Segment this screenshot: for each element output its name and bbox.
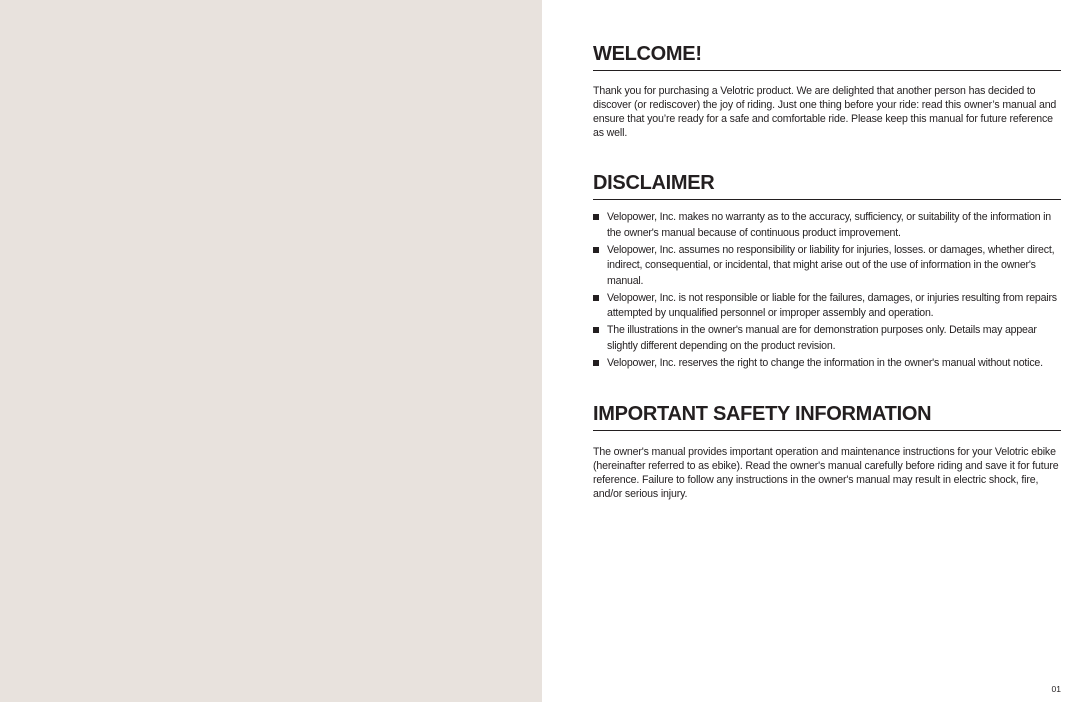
disclaimer-item [593,210,1063,241]
disclaimer-item-text: The illustrations in the owner's manual are for demonstration purposes only. Details may appear slightly different depending on the product revision. [607,324,1037,352]
square-bullet-icon [593,327,599,333]
disclaimer-item [593,323,1063,354]
disclaimer-item [593,356,1063,372]
manual-page [593,0,1061,702]
disclaimer-heading: DISCLAIMER [593,171,1061,200]
disclaimer-item-text: Velopower, Inc. reserves the right to change the information in the owner's manual without notice. [607,356,1043,369]
page-number: 01 [1051,684,1061,694]
square-bullet-icon [593,360,599,366]
square-bullet-icon [593,214,599,220]
square-bullet-icon [593,247,599,253]
safety-heading: IMPORTANT SAFETY INFORMATION [593,402,1061,431]
disclaimer-item [593,291,1063,322]
disclaimer-item-text: Velopower, Inc. assumes no responsibility or liability for injuries, losses. or damages, whether direct, indirect, consequential, or incidental, that might arise out of the use of information in the owner's manual. [607,243,1055,287]
safety-paragraph: The owner's manual provides important operation and maintenance instructions for your Velotric ebike (hereinafter referred to as ebike). Read the owner's manual carefully before riding and save it for future reference. Failure to follow any instructions in the owner's manual may result in electric shock, fire, and/or serious injury. [593,446,1059,500]
disclaimer-item-text: Velopower, Inc. is not responsible or liable for the failures, damages, or injuries resulting from repairs attempted by unqualified personnel or improper assembly and operation. [607,291,1057,319]
disclaimer-item [593,243,1063,290]
welcome-heading: WELCOME! [593,42,1061,71]
disclaimer-list [593,210,1063,373]
square-bullet-icon [593,295,599,301]
welcome-paragraph: Thank you for purchasing a Velotric product. We are delighted that another person has decided to discover (or rediscover) the joy of riding. Just one thing before your ride: read this owner’s manual and ensure that you’re ready for a safe and comfortable ride. Please keep this manual for future reference as well. [593,85,1057,139]
disclaimer-item-text: Velopower, Inc. makes no warranty as to the accuracy, sufficiency, or suitability of the information in the owner's manual because of continuous product improvement. [607,211,1051,239]
